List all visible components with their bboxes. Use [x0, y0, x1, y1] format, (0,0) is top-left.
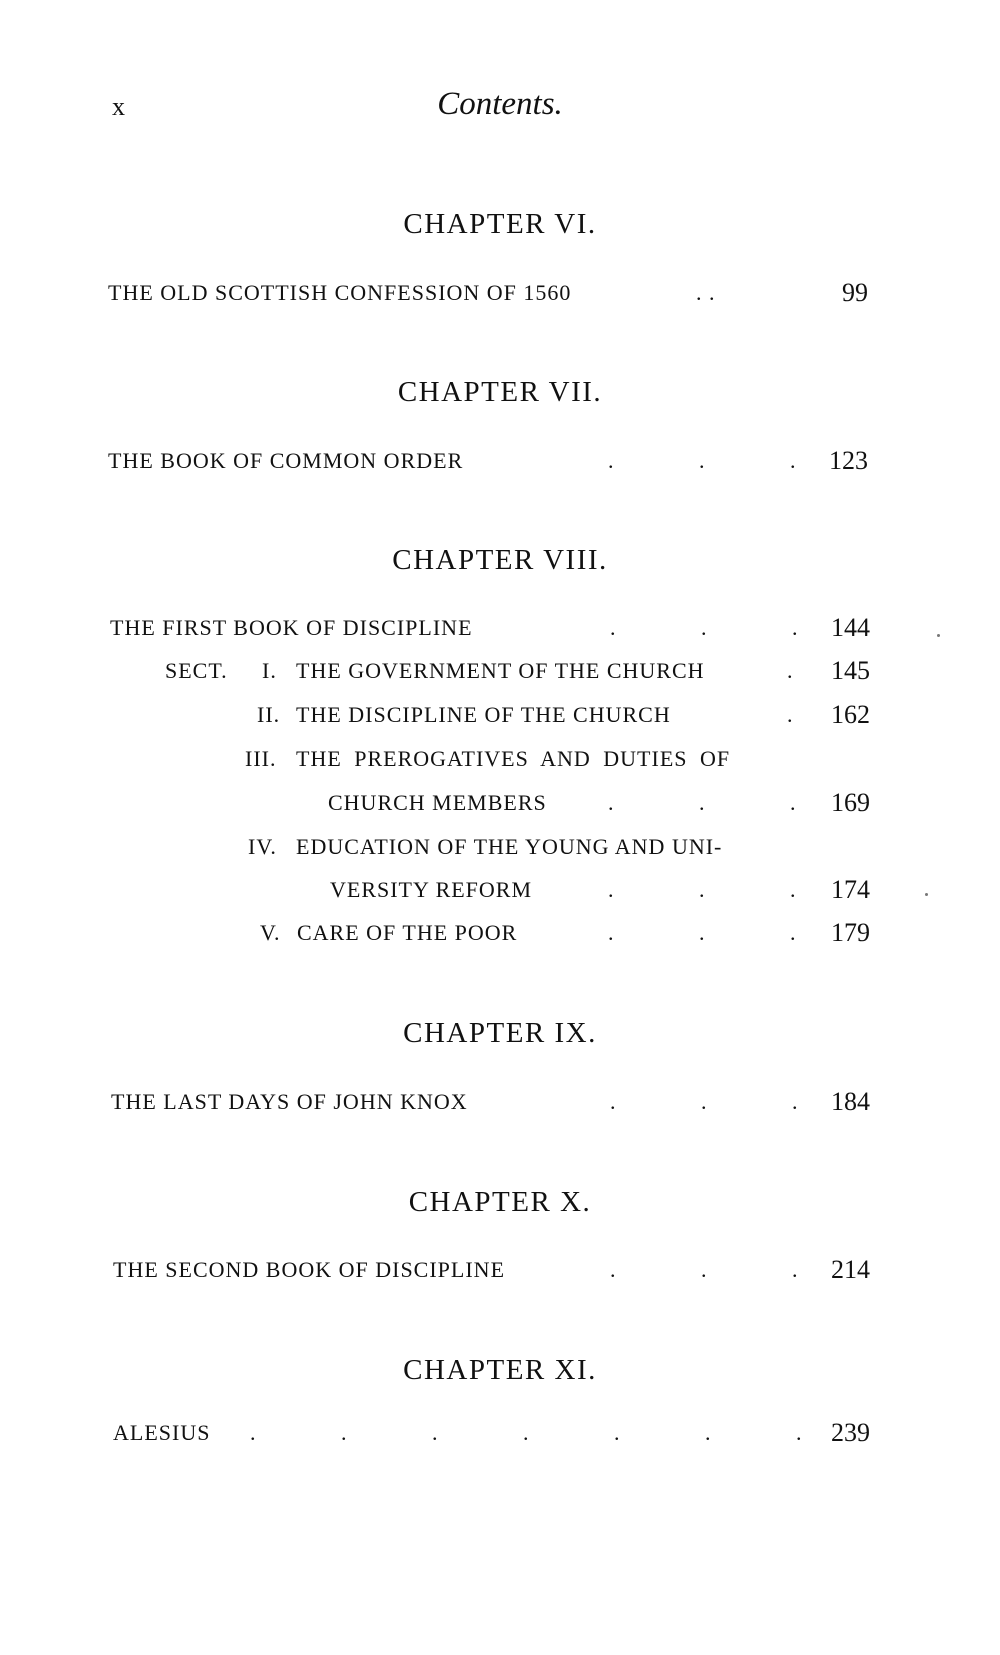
- running-title: Contents.: [437, 86, 563, 122]
- page-number: 144: [831, 613, 870, 642]
- entry-title: THE OLD SCOTTISH CONFESSION OF 1560: [108, 280, 572, 305]
- toc-section[interactable]: [255, 702, 870, 734]
- section-title: CARE OF THE POOR: [297, 920, 518, 945]
- page-folio: x: [112, 92, 125, 121]
- toc-section[interactable]: [248, 834, 870, 866]
- section-title-continuation: CHURCH MEMBERS: [328, 790, 547, 815]
- section-title: THE PREROGATIVES AND DUTIES OF: [296, 746, 731, 771]
- page-number: 214: [831, 1255, 870, 1284]
- print-speck: [937, 634, 940, 637]
- entry-title: ALESIUS: [113, 1420, 211, 1445]
- entry-title: THE BOOK OF COMMON ORDER: [108, 448, 464, 473]
- leader-dots: . . .: [608, 877, 797, 902]
- section-number: I.: [262, 658, 277, 683]
- toc-section-continuation[interactable]: [328, 790, 870, 822]
- toc-entry[interactable]: [108, 280, 868, 312]
- chapter-heading: CHAPTER VII.: [397, 376, 603, 408]
- page-number: 123: [829, 446, 868, 475]
- section-number: III.: [245, 746, 277, 771]
- section-title-continuation: VERSITY REFORM: [330, 877, 533, 902]
- section-number: IV.: [248, 834, 277, 859]
- page-number: 169: [831, 788, 870, 817]
- chapter-heading: CHAPTER VI.: [403, 208, 597, 240]
- page-number: 145: [831, 656, 870, 685]
- toc-entry[interactable]: [108, 448, 868, 480]
- entry-title: THE FIRST BOOK OF DISCIPLINE: [110, 615, 473, 640]
- page-number: 179: [831, 918, 870, 947]
- chapter-heading: CHAPTER VIII.: [392, 544, 608, 576]
- page-header: [0, 86, 1000, 130]
- chapter-heading: CHAPTER IX.: [403, 1017, 597, 1049]
- leader-dots: . . .: [610, 615, 799, 640]
- leader-dots: . . .: [610, 1257, 799, 1282]
- entry-title: THE SECOND BOOK OF DISCIPLINE: [113, 1257, 506, 1282]
- toc-entry[interactable]: [113, 1257, 870, 1289]
- leader-dots: . . .: [608, 920, 797, 945]
- toc-section[interactable]: [260, 920, 870, 952]
- page-number: 174: [831, 875, 870, 904]
- page-number: 239: [831, 1418, 870, 1447]
- leader-dots: .: [787, 702, 794, 727]
- page-number: 99: [842, 278, 868, 307]
- toc-section-continuation[interactable]: [330, 877, 870, 909]
- toc-entry[interactable]: [113, 1420, 870, 1452]
- leader-dots: . . .: [610, 1089, 799, 1114]
- chapter-heading: CHAPTER X.: [408, 1186, 592, 1218]
- leader-dots: . . .: [608, 448, 797, 473]
- page-number: 162: [831, 700, 870, 729]
- section-number: II.: [257, 702, 281, 727]
- leader-dots: . . . . . . .: [250, 1420, 803, 1445]
- toc-section[interactable]: [245, 746, 870, 778]
- entry-title: THE LAST DAYS OF JOHN KNOX: [111, 1089, 468, 1114]
- leader-dots: . .: [696, 280, 716, 305]
- section-title: THE GOVERNMENT OF THE CHURCH: [296, 658, 705, 683]
- chapter-heading: CHAPTER XI.: [403, 1354, 597, 1386]
- toc-entry[interactable]: [110, 615, 870, 647]
- section-title: THE DISCIPLINE OF THE CHURCH: [296, 702, 671, 727]
- toc-entry[interactable]: [111, 1089, 870, 1121]
- leader-dots: .: [787, 658, 794, 683]
- toc-section[interactable]: [165, 658, 870, 690]
- page-number: 184: [831, 1087, 870, 1116]
- section-title: EDUCATION OF THE YOUNG AND UNI-: [296, 834, 723, 859]
- section-prefix: SECT.: [165, 658, 228, 683]
- print-speck: [925, 893, 928, 896]
- leader-dots: . . .: [608, 790, 797, 815]
- section-number: V.: [260, 920, 281, 945]
